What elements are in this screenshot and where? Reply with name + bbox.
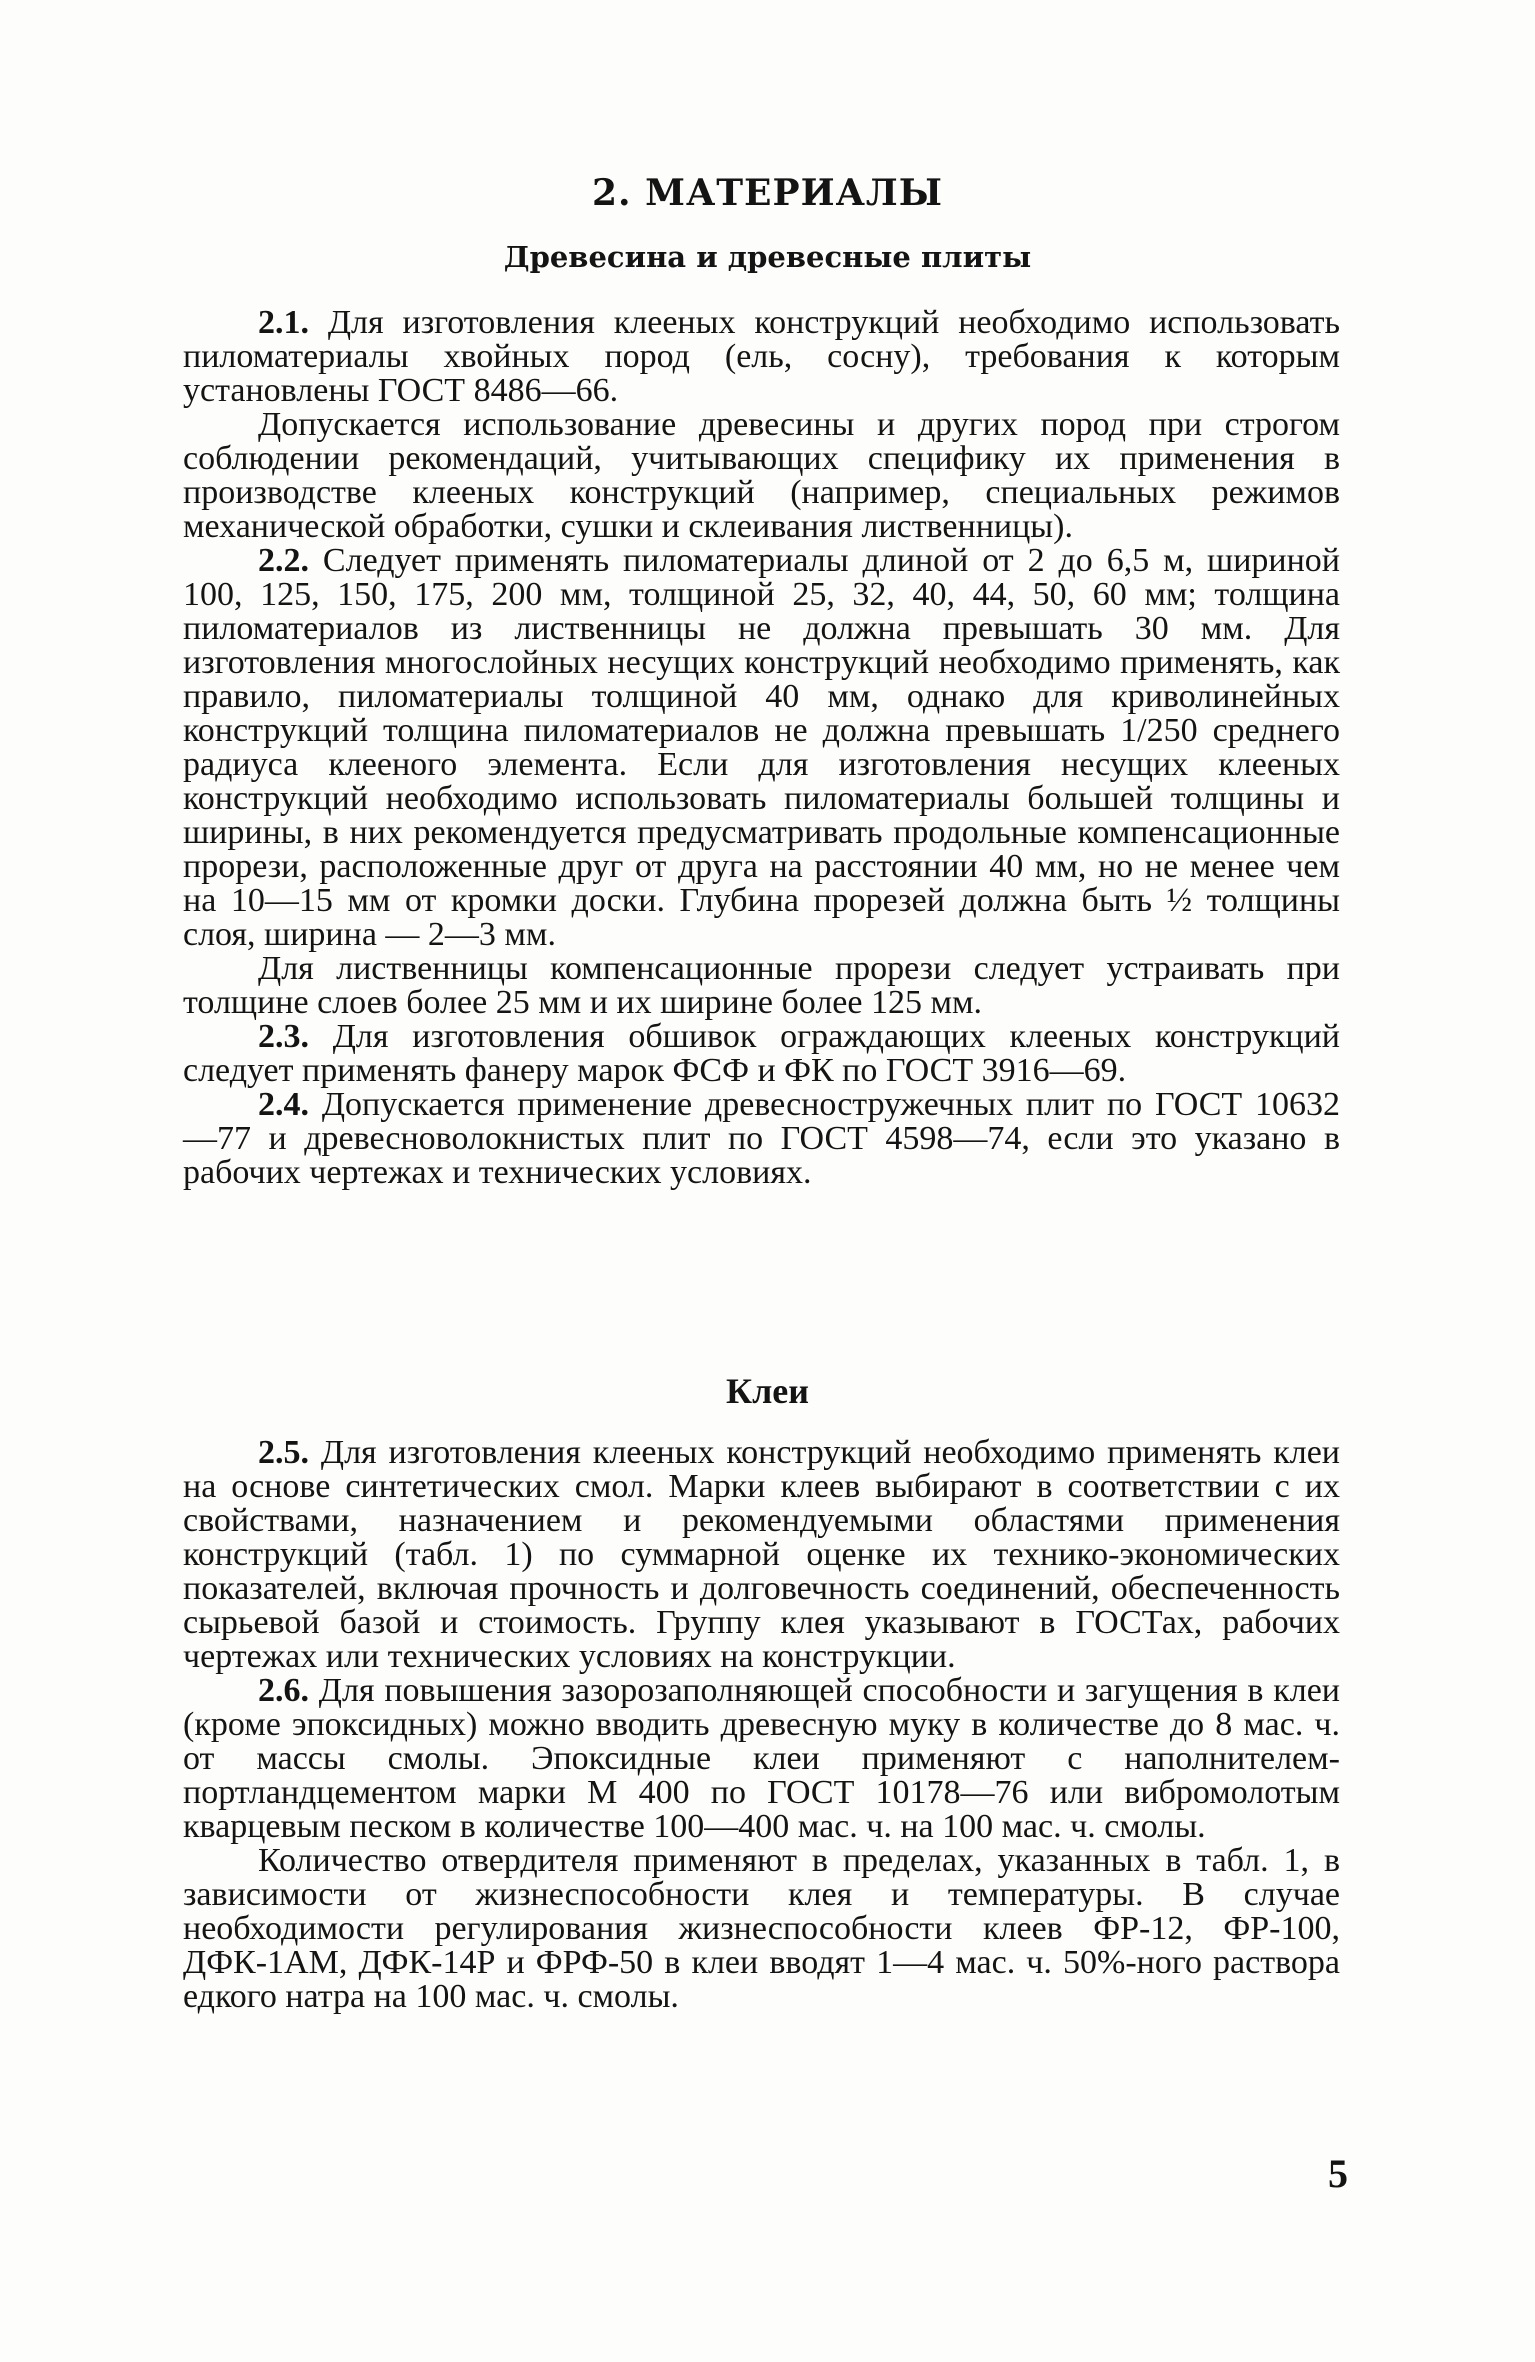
paragraph-text: Количество отвердителя применяют в пределах, указанных в табл. 1, в зависимости от жизнеспособности клея и температуры. В случае необходимости регулирования жизнеспособности клеев ФР-12, ФР-100, ДФК-1АМ, ДФК-14Р и ФРФ-50 в клеи вводят 1—4 мас. ч. 50%-ного раствора едкого натра на 100 мас. ч. смолы. [183,1842,1340,2015]
paragraph [183,1674,1340,1844]
paragraph [183,952,1340,1020]
paragraph-text: Для изготовления клееных конструкций необходимо использовать пиломатериалы хвойных пород (ель, сосну), требования к которым установлены ГОСТ 8486—66. [183,304,1340,409]
paragraph-number: 2.5. [258,1434,309,1471]
section-body-glue [183,1436,1340,2014]
paragraph-text: Для лиственницы компенсационные прорези следует устраивать при толщине слоев более 25 мм и их ширине более 125 мм. [183,950,1340,1021]
paragraph-number: 2.1. [258,304,309,341]
paragraph-number: 2.6. [258,1672,309,1709]
paragraph [183,306,1340,408]
paragraph-text: Допускается использование древесины и других пород при строгом соблюдении рекомендаций, учитывающих специфику их применения в производстве клееных конструкций (например, специальных режимов механической обработки, сушки и склеивания лиственницы). [183,406,1340,545]
paragraph [183,1844,1340,2014]
paragraph-text: Для изготовления клееных конструкций необходимо применять клеи на основе синтетических смол. Марки клеев выбирают в соответствии с их свойствами, назначением и рекомендуемыми областями применения конструкций (табл. 1) по суммарной оценке их технико-экономических показателей, включая прочность и долговечность соединений, обеспеченность сырьевой базой и стоимость. Группу клея указывают в ГОСТах, рабочих чертежах или технических условиях на конструкции. [183,1434,1340,1675]
section-title-glue: Клеи [725,1371,810,1411]
chapter-title: 2. МАТЕРИАЛЫ [591,172,943,214]
paragraph-number: 2.3. [258,1018,309,1055]
paragraph-text: Для повышения зазорозаполняющей способности и загущения в клеи (кроме эпоксидных) можно вводить древесную муку в количестве до 8 мас. ч. от массы смолы. Эпоксидные клеи применяют с наполнителем-портландцементом марки М 400 по ГОСТ 10178—76 или вибромолотым кварцевым песком в количестве 100—400 мас. ч. на 100 мас. ч. смолы. [183,1672,1340,1845]
paragraph-number: 2.2. [258,542,309,579]
paragraph-text: Для изготовления обшивок ограждающих клееных конструкций следует применять фанеру марок ФСФ и ФК по ГОСТ 3916—69. [183,1018,1340,1089]
paragraph [183,1088,1340,1190]
paragraph [183,1436,1340,1674]
section-body-wood [183,306,1340,1190]
paragraph [183,544,1340,952]
page-number: 5 [1328,2151,1348,2196]
paragraph-number: 2.4. [258,1086,309,1123]
paragraph [183,1020,1340,1088]
paragraph-text: Допускается применение древесностружечных плит по ГОСТ 10632—77 и древесноволокнистых плит по ГОСТ 4598—74, если это указано в рабочих чертежах и технических условиях. [183,1086,1341,1191]
section-title-wood: Древесина и древесные плиты [503,240,1032,274]
paragraph-text: Следует применять пиломатериалы длиной от 2 до 6,5 м, шириной 100, 125, 150, 175, 200 мм, толщиной 25, 32, 40, 44, 50, 60 мм; толщина пиломатериалов из лиственницы не должна превышать 30 мм. Для изготовления многослойных несущих конструкций необходимо применять, как правило, пиломатериалы толщиной 40 мм, однако для криволинейных конструкций толщина пиломатериалов не должна превышать 1/250 среднего радиуса клееного элемента. Если для изготовления несущих клееных конструкций необходимо использовать пиломатериалы большей толщины и ширины, в них рекомендуется предусматривать продольные компенсационные прорези, расположенные друг от друга на расстоянии 40 мм, но не менее чем на 10—15 мм от кромки доски. Глубина прорезей должна быть ½ толщины слоя, ширина — 2—3 мм. [183,542,1341,953]
paragraph [183,408,1340,544]
